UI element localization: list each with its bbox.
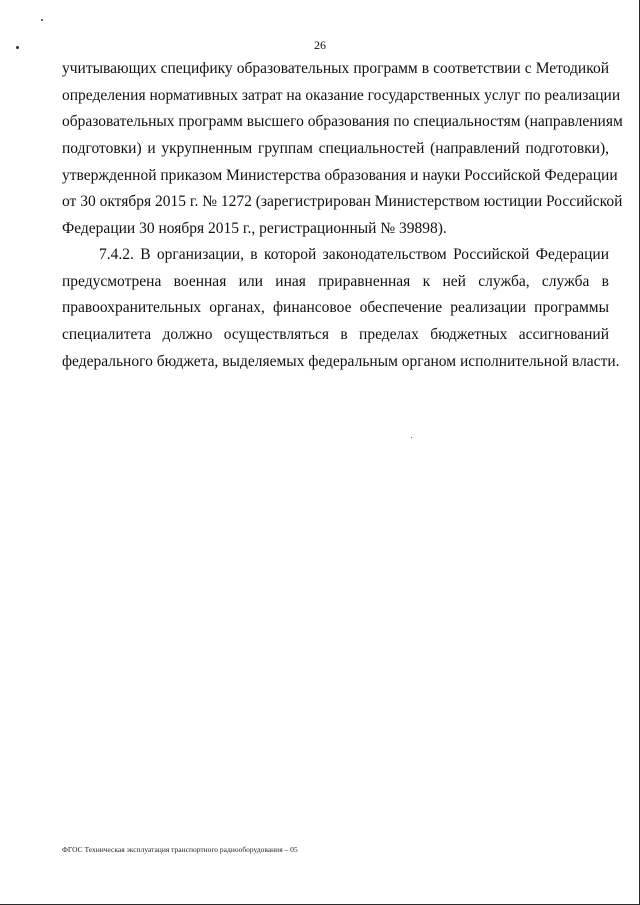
text-line: от 30 октября 2015 г. № 1272 (зарегистрирован Министерством юстиции Российской [62, 193, 623, 211]
text-line: предусмотрена военная или иная приравненная к ней служба, служба в [62, 272, 609, 290]
paragraph-2 [62, 242, 620, 375]
footer-text: ФГОС Техническая эксплуатация транспортного радиооборудования – 05 [62, 845, 298, 854]
text-line: образовательных программ высшего образования по специальностям (направлениям [62, 113, 623, 131]
text-line: правоохранительных органах, финансовое обеспечение реализации программы [62, 299, 609, 317]
text-line: подготовки) и укрупненным группам специальностей (направлений подготовки), [62, 140, 609, 158]
text-line: учитывающих специфику образовательных программ в соответствии с Методикой [62, 60, 609, 77]
scan-speck [411, 437, 412, 438]
text-line: утвержденной приказом Министерства образования и науки Российской Федерации [62, 166, 618, 184]
text-line: определения нормативных затрат на оказание государственных услуг по реализации [62, 86, 621, 104]
text-line: 7.4.2. В организации, в которой законодательством Российской Федерации [99, 246, 609, 263]
text-line: федерального бюджета, выделяемых федеральным органом исполнительной власти. [62, 352, 620, 370]
page-number: 26 [314, 38, 326, 52]
text-line: специалитета должно осуществляться в пределах бюджетных ассигнований [62, 326, 609, 344]
paragraph-1 [62, 56, 623, 243]
text-line: Федерации 30 ноября 2015 г., регистрационный № 39898). [62, 220, 447, 238]
scan-speck [41, 19, 43, 21]
